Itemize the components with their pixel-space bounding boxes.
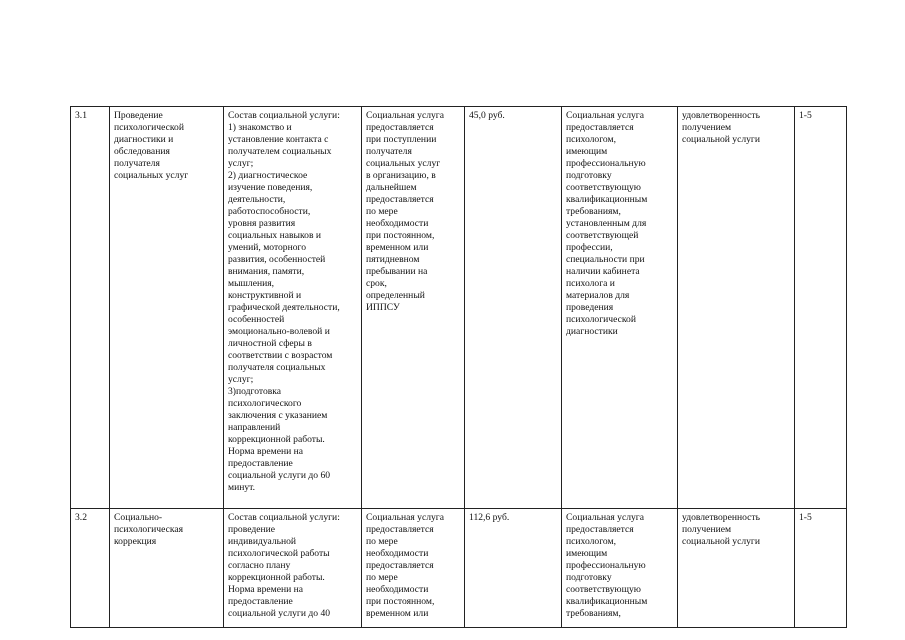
service-name: Проведение психологической диагностики и обследования получателя социальных услуг — [110, 107, 224, 509]
service-content: Состав социальной услуги: проведение индивидуальной психологической работы согласно плану коррекционной работы. Норма времени на предоставление социальной услуги до 40 — [224, 509, 362, 628]
service-terms: Социальная услуга предоставляется при поступлении получателя социальных услуг в организацию, в дальнейшем предоставляется по мере необходимости при постоянном, временном или пятидневном пребывании на срок, определенный ИППСУ — [362, 107, 465, 509]
service-terms: Социальная услуга предоставляется по мере необходимости предоставляется по мере необходимости при постоянном, временном или — [362, 509, 465, 628]
service-content: Состав социальной услуги: 1) знакомство и установление контакта с получателем социальных услуг; 2) диагностическое изучение поведения, деятельности, работоспособности, уровня развития социальных навыков и умений, моторного развития, особенностей внимания, памяти, мышления, конструктивной и графической деятельности, особенностей эмоционально-волевой и личностной сферы в соответствии с возрастом получателя социальных услуг; 3)подготовка психологического заключения с указанием направлений коррекционной работы. Норма времени на предоставление социальной услуги до 60 минут. — [224, 107, 362, 509]
service-name: Социально- психологическая коррекция — [110, 509, 224, 628]
service-conditions: Социальная услуга предоставляется психологом, имеющим профессиональную подготовку соответствующую квалификационным требованиям, — [562, 509, 678, 628]
service-quality: удовлетворенность получением социальной услуги — [678, 509, 795, 628]
services-table — [70, 106, 847, 628]
service-number: 3.2 — [71, 509, 110, 628]
service-score: 1-5 — [795, 107, 847, 509]
service-price: 45,0 руб. — [465, 107, 562, 509]
service-number: 3.1 — [71, 107, 110, 509]
service-price: 112,6 руб. — [465, 509, 562, 628]
table-row — [71, 509, 847, 628]
service-quality: удовлетворенность получением социальной услуги — [678, 107, 795, 509]
service-conditions: Социальная услуга предоставляется психологом, имеющим профессиональную подготовку соответствующую квалификационным требованиям, установленным для соответствующей профессии, специальности при наличии кабинета психолога и материалов для проведения психологической диагностики — [562, 107, 678, 509]
service-score: 1-5 — [795, 509, 847, 628]
table-row — [71, 107, 847, 509]
